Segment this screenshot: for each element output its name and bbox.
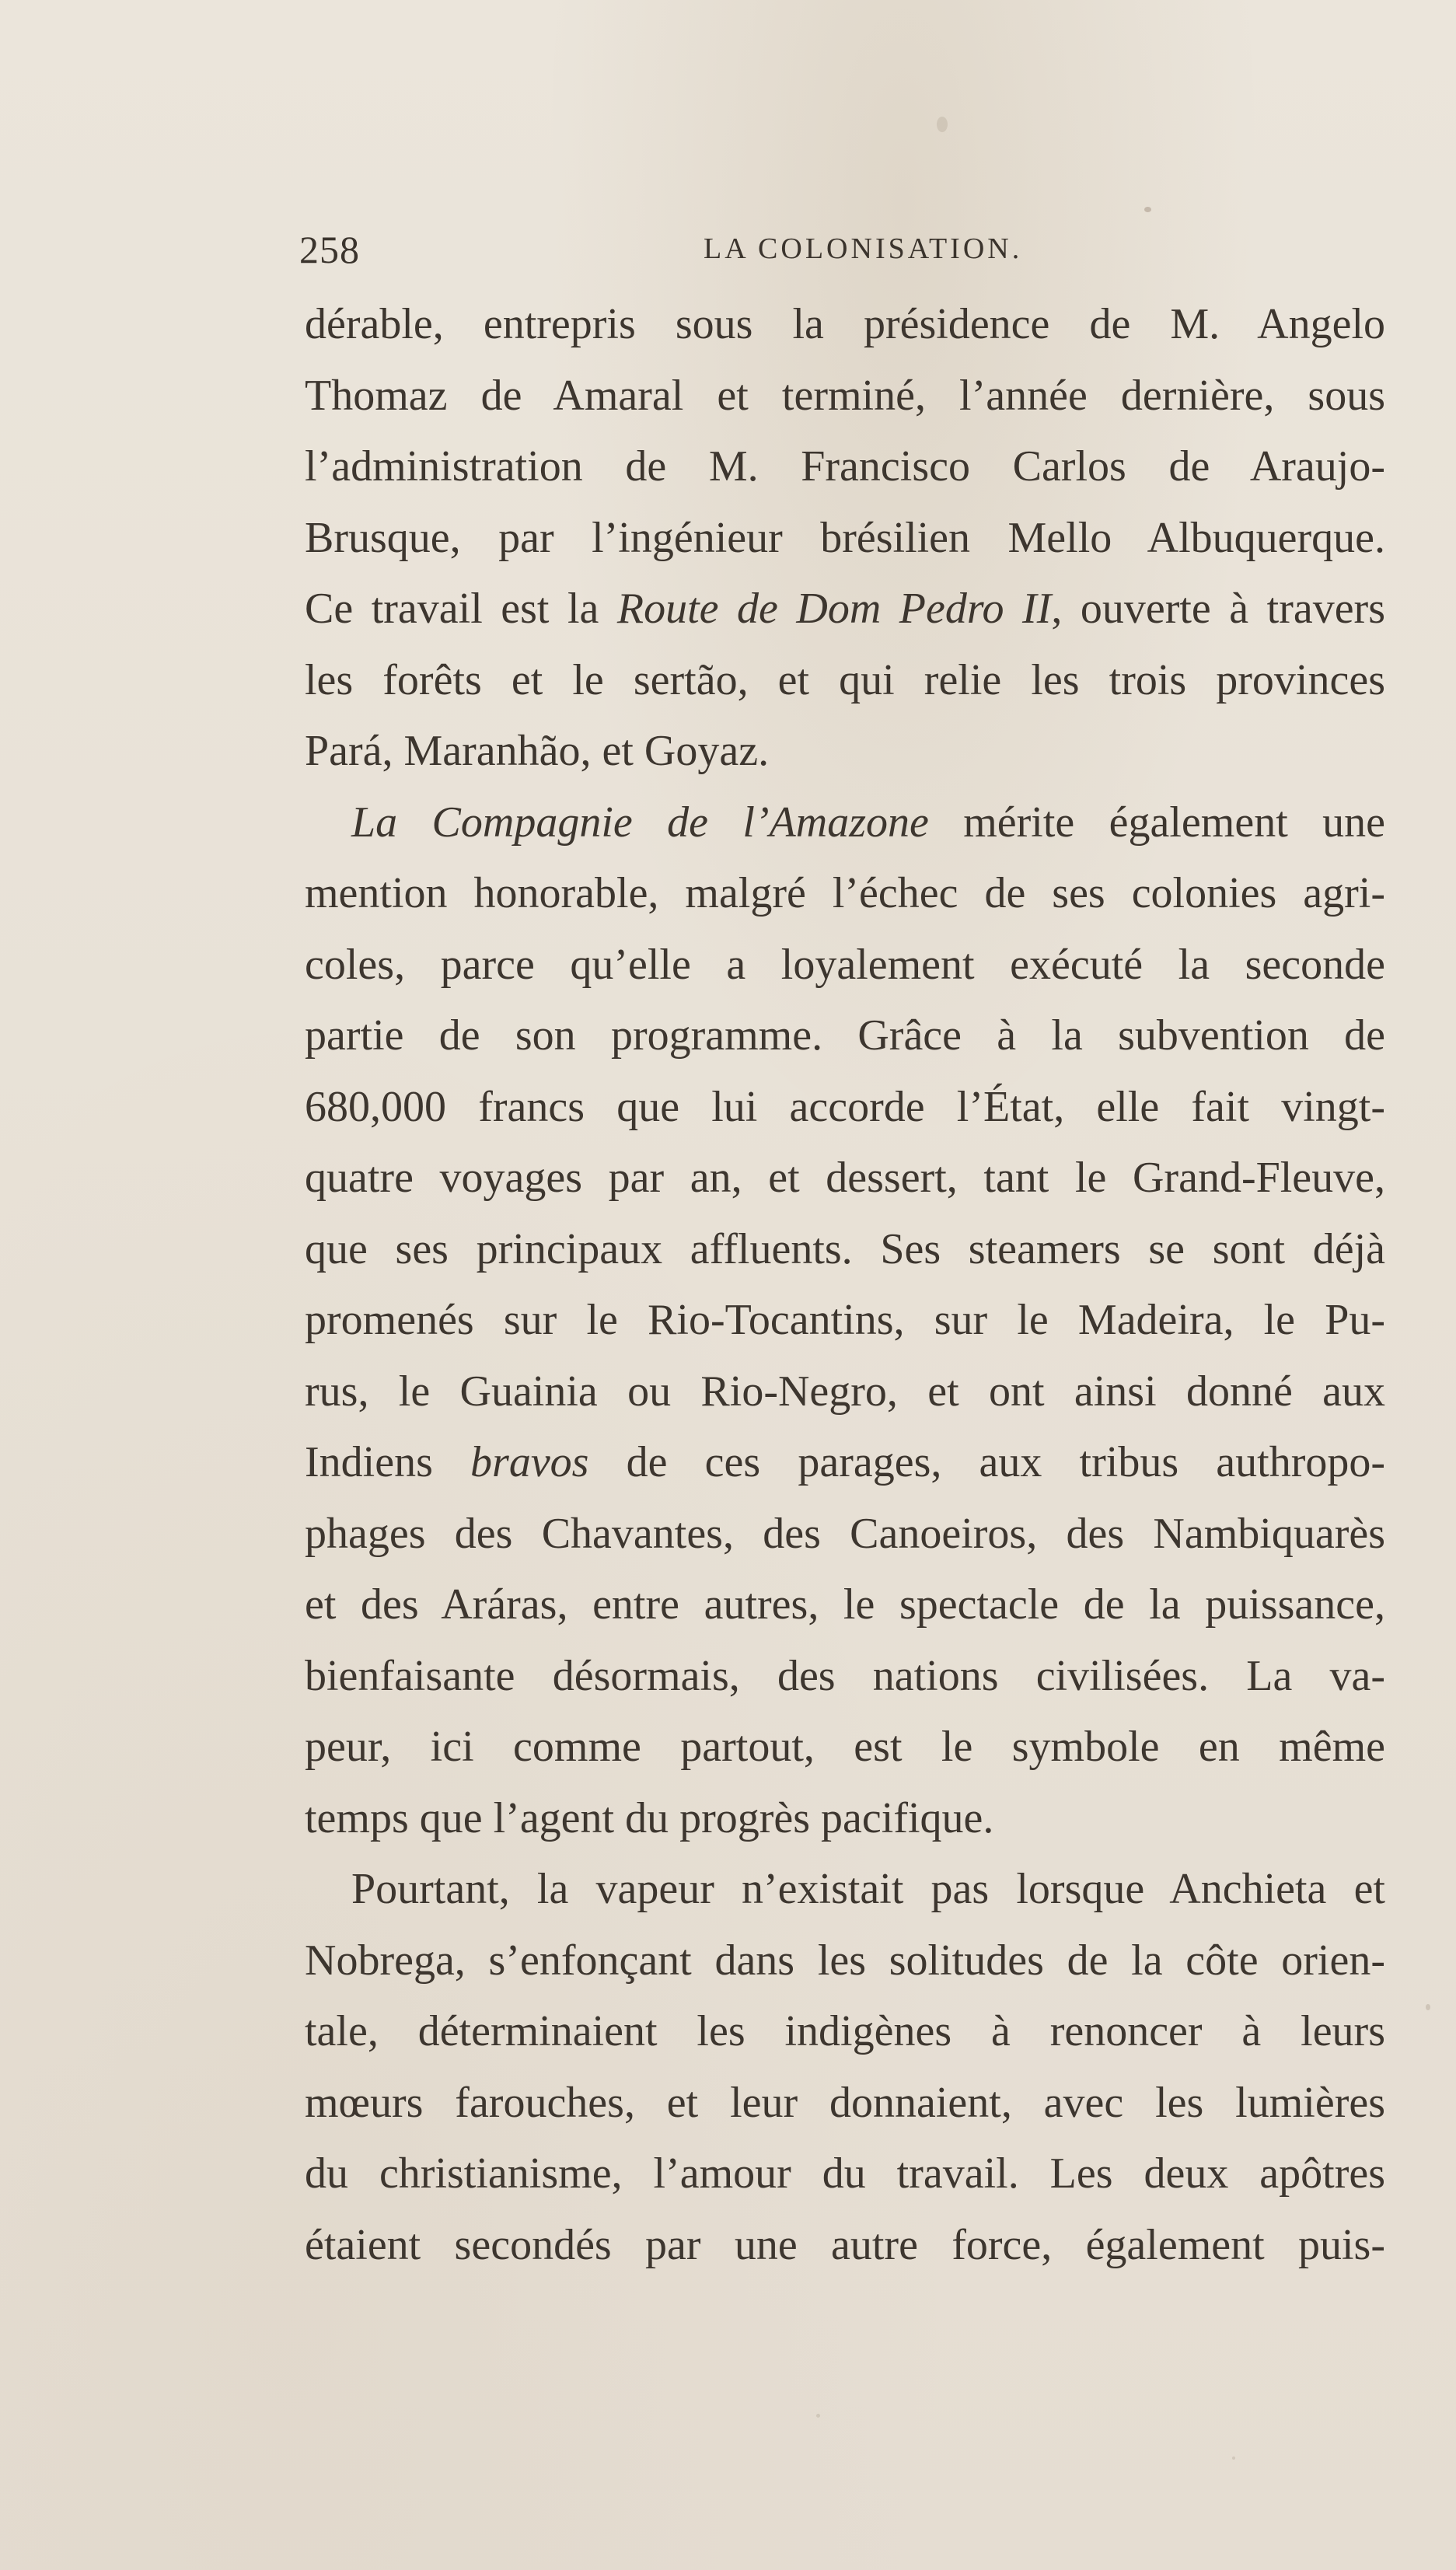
- text-line: Pará, Maranhão, et Goyaz.: [305, 727, 770, 775]
- text-line: Indiens bravos de ces parages, aux tribus authropo-: [305, 1438, 1385, 1486]
- paper-speck: [937, 117, 948, 132]
- text-line: l’administration de M. Francisco Carlos de Araujo-: [305, 442, 1385, 491]
- paper-speck: [1144, 207, 1151, 212]
- text-line: mention honorable, malgré l’échec de ses colonies agri-: [305, 869, 1385, 917]
- text-line: 680,000 francs que lui accorde l’État, elle fait vingt-: [305, 1082, 1385, 1131]
- paper-speck: [1232, 2457, 1235, 2460]
- text-line: La Compagnie de l’Amazone mérite également une: [351, 798, 1385, 847]
- paper-speck: [816, 2414, 820, 2418]
- text-line: les forêts et le sertão, et qui relie les trois provinces: [305, 655, 1385, 704]
- italic-title: La Compagnie de l’Amazone: [351, 798, 929, 847]
- body-text: [305, 289, 1385, 2281]
- running-title: LA COLONISATION.: [704, 232, 1023, 265]
- text-line: tale, déterminaient les indigènes à renoncer à leurs: [305, 2007, 1385, 2055]
- text-line: Brusque, par l’ingénieur brésilien Mello Albuquerque.: [305, 513, 1385, 562]
- running-head: [299, 227, 1077, 274]
- text-line: Nobrega, s’enfonçant dans les solitudes de la côte orien-: [305, 1936, 1385, 1985]
- page-number: 258: [299, 228, 360, 271]
- text-line: que ses principaux affluents. Ses steamers se sont déjà: [305, 1224, 1385, 1273]
- paper-speck: [1426, 2004, 1430, 2010]
- text-line: phages des Chavantes, des Canoeiros, des Nambiquarès: [305, 1509, 1385, 1558]
- text-line: Ce travail est la Route de Dom Pedro II, ouverte à travers: [305, 585, 1385, 633]
- text-line: partie de son programme. Grâce à la subvention de: [305, 1011, 1385, 1060]
- text-line: quatre voyages par an, et dessert, tant le Grand-Fleuve,: [305, 1154, 1385, 1202]
- text-line: coles, parce qu’elle a loyalement exécuté la seconde: [305, 940, 1385, 989]
- text-line: Pourtant, la vapeur n’existait pas lorsque Anchieta et: [351, 1865, 1385, 1913]
- text-line: et des Aráras, entre autres, le spectacle de la puissance,: [305, 1580, 1385, 1629]
- text-line: promenés sur le Rio-Tocantins, sur le Madeira, le Pu-: [305, 1296, 1385, 1344]
- text-line: Thomaz de Amaral et terminé, l’année dernière, sous: [305, 371, 1385, 420]
- text-line: temps que l’agent du progrès pacifique.: [305, 1793, 994, 1842]
- text-line: du christianisme, l’amour du travail. Les deux apôtres: [305, 2149, 1385, 2198]
- text-line: dérable, entrepris sous la présidence de M. Angelo: [305, 300, 1385, 348]
- text-line: étaient secondés par une autre force, également puis-: [305, 2220, 1385, 2269]
- text-line: mœurs farouches, et leur donnaient, avec les lumières: [305, 2078, 1385, 2127]
- text-line: peur, ici comme partout, est le symbole en même: [305, 1723, 1385, 1771]
- italic-title: Route de Dom Pedro II: [616, 585, 1052, 633]
- text-line: rus, le Guainia ou Rio-Negro, et ont ainsi donné aux: [305, 1367, 1385, 1416]
- text-line: bienfaisante désormais, des nations civilisées. La va-: [305, 1651, 1385, 1700]
- italic-word: bravos: [470, 1438, 589, 1486]
